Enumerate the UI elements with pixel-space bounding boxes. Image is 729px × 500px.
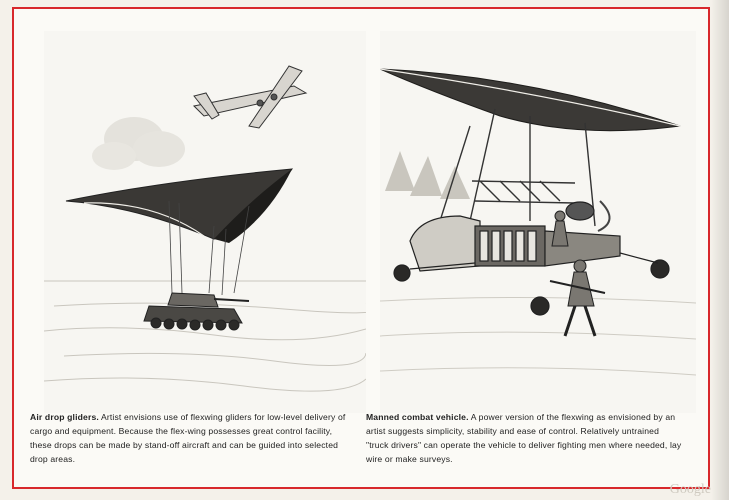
- caption-body: A power version of the flexwing as envisioned by an artist suggests simplicity, stability and ease of control. Relatively untrained "truck drivers" can operate the vehicle to deliver fighting men where needed, lay wire or make surveys.: [366, 412, 682, 464]
- caption-title: Manned combat vehicle.: [366, 412, 469, 422]
- air-drop-glider-drawing: [44, 31, 366, 413]
- caption-air-drop-gliders: [30, 410, 352, 466]
- watermark: Google: [669, 482, 711, 497]
- illustration-manned-combat-vehicle: [380, 31, 696, 413]
- caption-title: Air drop gliders.: [30, 412, 99, 422]
- caption-manned-combat-vehicle: [366, 410, 684, 466]
- illustration-air-drop-gliders: [44, 31, 366, 413]
- combat-vehicle-drawing: [380, 31, 696, 413]
- page-edge-shadow: [711, 0, 729, 500]
- caption-body: Artist envisions use of flexwing gliders for low-level delivery of cargo and equipment. Because the flex-wing possesses great control facility, these drops can be made by stand-off aircraft and can be guided into selected drop areas.: [30, 412, 346, 464]
